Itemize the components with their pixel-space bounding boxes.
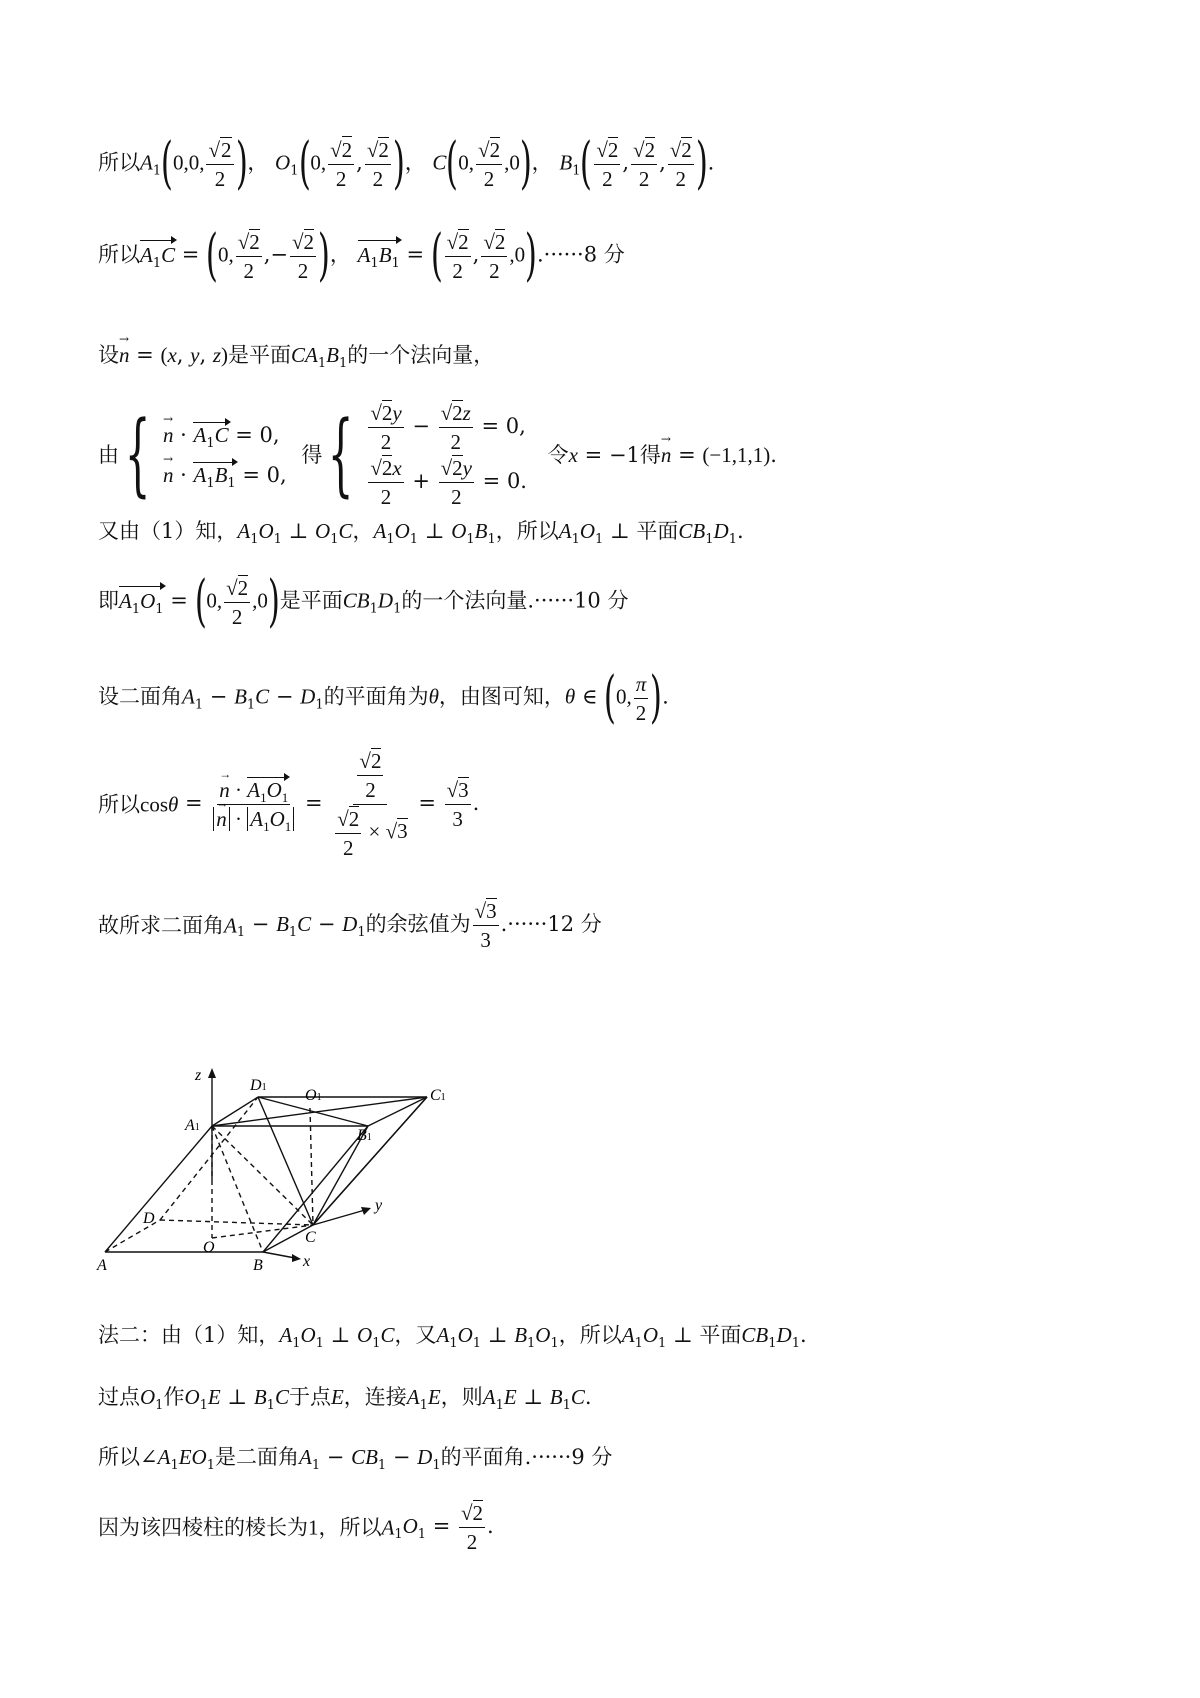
label-C1: C1 (430, 1087, 446, 1104)
label-C: C (305, 1229, 316, 1246)
perp-line: 又由（1）知，$A_1O_1$ ⊥ $O_1C$，$A_1O_1$ ⊥ $O_1B_1$，所以$A_1O_1$ ⊥ 平面$CB_1D_1$. (98, 519, 744, 547)
construct-line: 过点$O_1$作$O_1E$ ⊥ $B_1C$于点E，连接$A_1E$，则$A_1E$ ⊥ $B_1C$. (98, 1385, 592, 1413)
label-x: x (303, 1253, 311, 1270)
label-B: B (253, 1257, 263, 1274)
label-O: O (203, 1239, 215, 1256)
label-O1: O1 (305, 1087, 322, 1104)
edge-line: 因为该四棱柱的棱长为1，所以$A_1O_1$ = $\frac{√2}{2}$ . (98, 1501, 494, 1554)
label-D: D (143, 1210, 155, 1227)
vectors-line: 所以$A_1C = (0$, $\frac{√2}{2}$ ,− $\frac{√2}{2}$ )， $A_1B_1$ = ( $\frac{√2}{2}$ , $\frac{√2}{2}$ ,0).······8 分 (98, 223, 625, 288)
normal-def-line: 设→ n = (x, y, z)是平面$CA_1B_1$的一个法向量， (98, 340, 494, 370)
angle-line: 所以$\angle A_1EO_1$是二面角$A_1 - CB_1 - D_1$的平面角.······9 分 (98, 1445, 613, 1473)
theta-line: 设二面角$A_1 - B_1C - D_1$的平面角为θ，由图可知，θ ∈ (0, $\frac{\pi}{2}$ ). (98, 665, 669, 730)
cos-line: 所以cosθ = → $n \cdot A_1O_1$ → $n \cdot A_1O_1$ = $\frac{√2}{2}$ $\frac{√2}{2}$ × √3 = $\frac{√3}{3}$ . (98, 748, 479, 861)
normal2-line: 即$A_1O_1 = (0$, $\frac{√2}{2}$ ,0)是平面$CB_1D_1$的一个法向量.······10 分 (98, 569, 629, 634)
coords-line: 所以$A_1(0,0$, $\frac{√2}{2}$ )， $O_1(0$, $\frac{√2}{2}$ , $\frac{√2}{2}$ )， C(0, $\frac{√2}{2}$ ,0)， $B_1$( $\frac{√2}{2}$ , $\frac{√2}{2}$ , $\frac{√2}{2}$ ). (98, 131, 715, 196)
method2-line: 法二：由（1）知，$A_1O_1$ ⊥ $O_1C$，又$A_1O_1$ ⊥ $B_1O_1$，所以$A_1O_1$ ⊥ 平面$CB_1D_1$. (98, 1323, 807, 1351)
system-line: 由{ → $n \cdot A_1C = 0$, → $n \cdot A_1B_1 = 0$, 得{ $\frac{√2y}{2}$ − $\frac{√2z}{2}$ = 0, $\frac{√2x}{2}$ + $\frac{√2y}{2}$ = 0. 令x = −1得→ n = (−1,1,1). (98, 400, 777, 510)
label-A: A (97, 1257, 107, 1274)
label-A1: A1 (185, 1117, 200, 1134)
label-B1: B1 (357, 1127, 372, 1144)
label-z: z (195, 1067, 202, 1084)
label-y: y (375, 1197, 383, 1214)
label-D1: D1 (250, 1077, 267, 1094)
prism-figure (95, 1060, 455, 1285)
answer-line: 故所求二面角$A_1 - B_1C - D_1$的余弦值为 $\frac{√3}{3}$ .······12 分 (98, 899, 602, 952)
